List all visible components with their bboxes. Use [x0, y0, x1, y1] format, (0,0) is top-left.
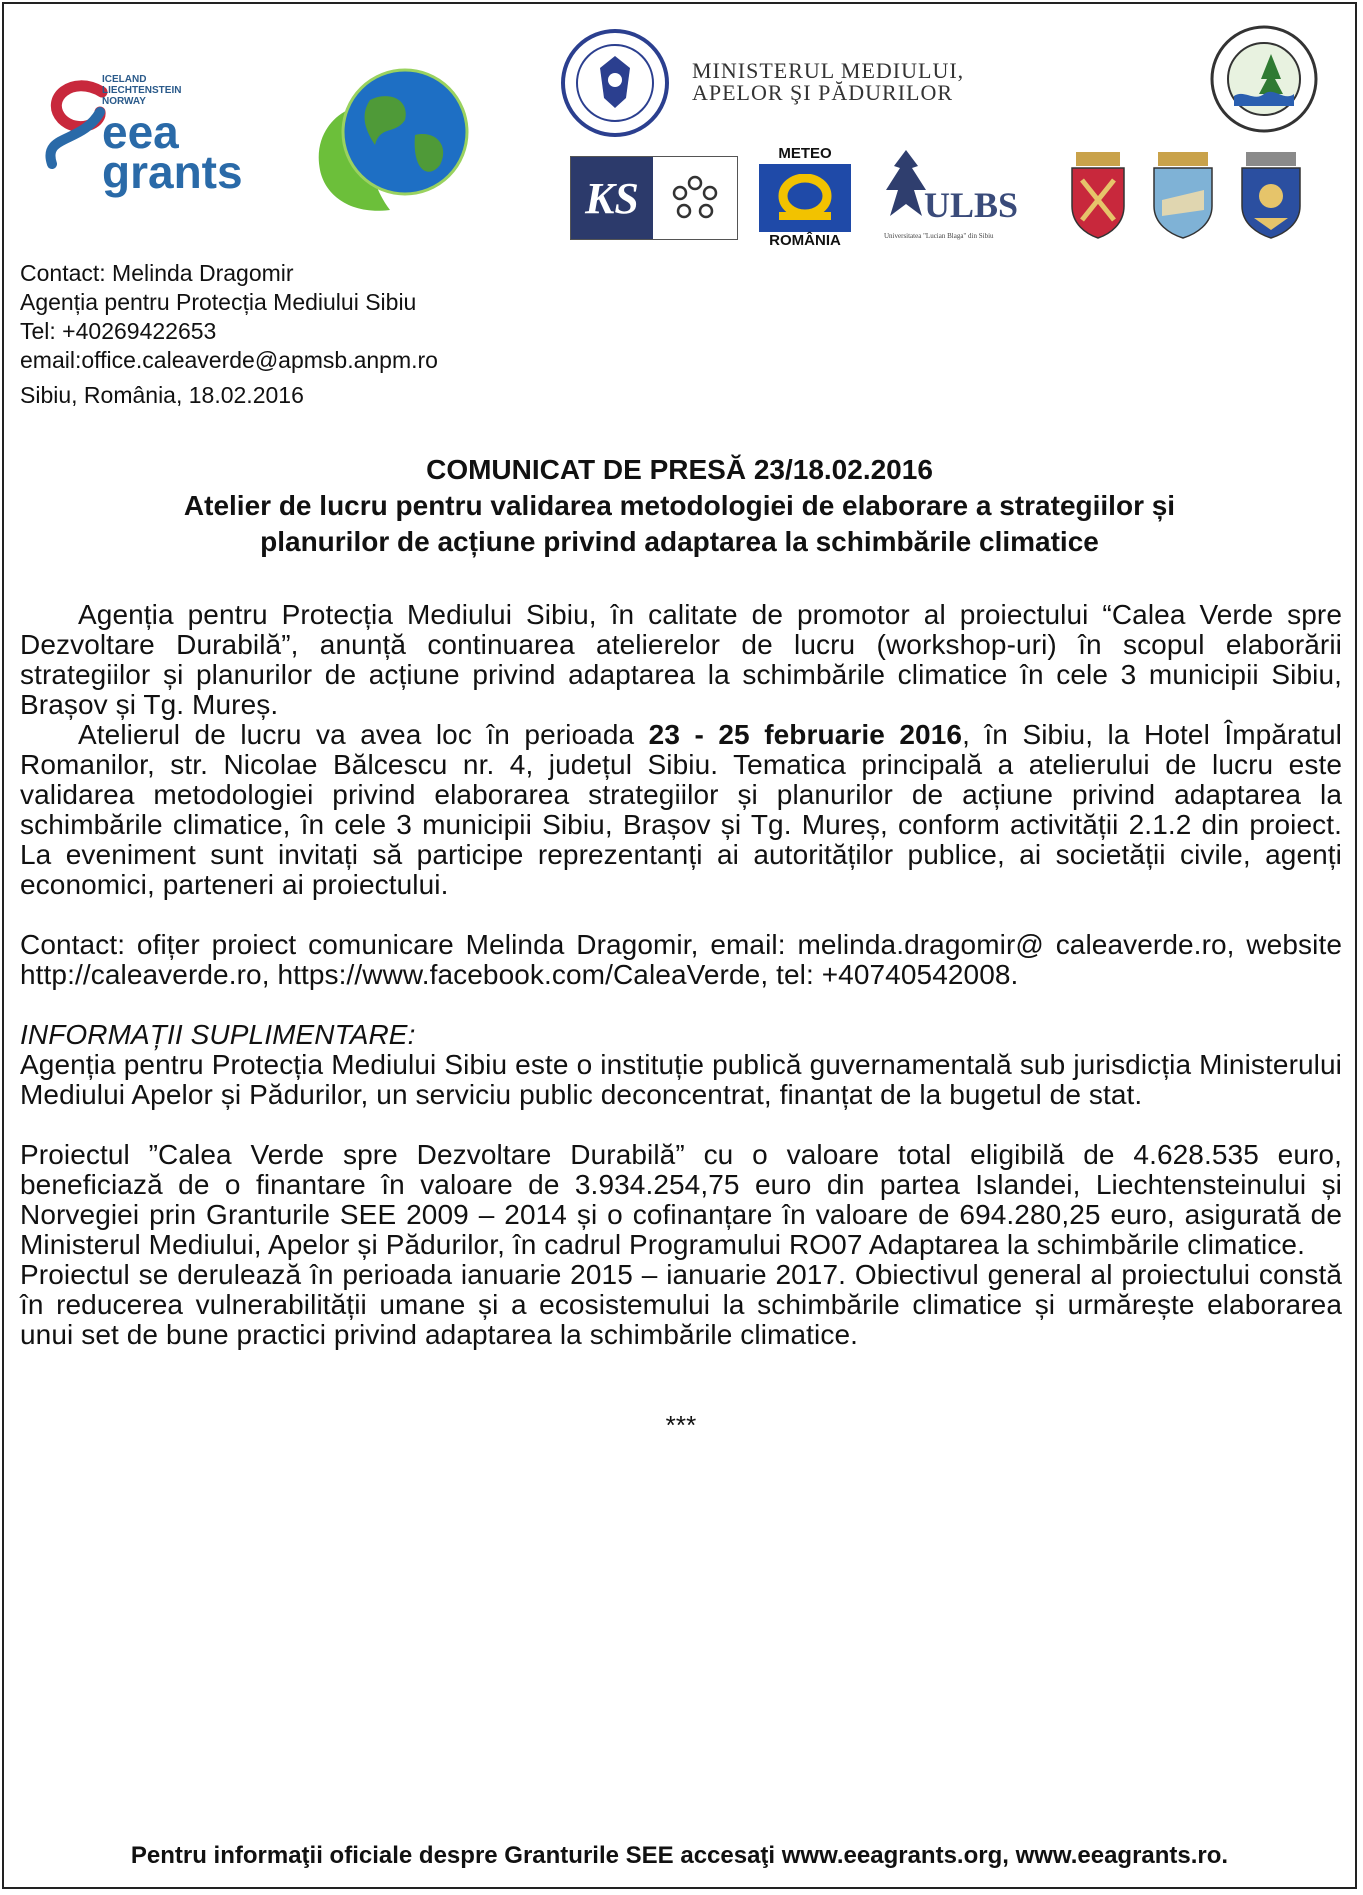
press-release-body: [20, 600, 1342, 1440]
logo-band: [4, 4, 1355, 266]
ks-logo: [570, 156, 738, 240]
eea-country-1: ICELAND: [102, 74, 147, 85]
grants-word: grants: [102, 146, 243, 198]
contact-tel: Tel: +40269422653: [20, 318, 217, 344]
ulbs-label: ULBS: [924, 185, 1019, 225]
contact-name: Contact: Melinda Dragomir: [20, 260, 294, 286]
ministry-line-2: APELOR ŞI PĂDURILOR: [692, 80, 954, 105]
contact-block: [20, 259, 438, 410]
ks-label: KS: [571, 157, 653, 239]
romania-coat-of-arms-seal: [560, 28, 670, 138]
ministry-name: [692, 60, 964, 104]
contact-date: Sibiu, România, 18.02.2016: [20, 382, 304, 408]
paragraph-agency-info: Agenția pentru Protecția Mediului Sibiu este o instituție publică guvernamentală sub jurisdicția Ministerului Mediului Apelor și Pădurilor, un serviciu public deconcentrat, finanțat de la bugetul de stat.: [20, 1049, 1342, 1110]
paragraph-intro: Agenția pentru Protecția Mediului Sibiu, în calitate de promotor al proiectului “Calea Verde spre Dezvoltare Durabilă”, anunță continuarea atelierelor de lucru (workshop-uri) în scopul elaborării strategiilor și planurilor de acțiune privind adaptarea la schimbările climatice în cele 3 municipii Sibiu, Brașov și Tg. Mureș.: [20, 599, 1342, 720]
targu-mures-crest-icon: [1148, 150, 1218, 242]
eea-word: eea: [102, 106, 179, 158]
paragraph-project-objective: Proiectul se derulează în perioada ianuarie 2015 – ianuarie 2017. Obiectivul general al proiectului constă în reducerea vulnerabilității umane și a ecosistemului la schimbările climatice și urmărește elaborarea unui set de bune practici privind adaptarea la schimbările climatice.: [20, 1259, 1342, 1350]
paragraph-contact: Contact: ofițer proiect comunicare Melinda Dragomir, email: melinda.dragomir@ caleaverde.ro, website http://caleaverde.ro, https://www.facebook.com/CaleaVerde, tel: +40740542008.: [20, 929, 1342, 990]
info-title: INFORMAȚII SUPLIMENTARE:: [20, 1019, 416, 1050]
chain-ring-icon: [670, 173, 720, 223]
event-dates: 23 - 25 februarie 2016: [648, 719, 963, 750]
press-release-heading: [4, 452, 1355, 560]
press-release-page: [2, 2, 1357, 1889]
meteo-bottom-label: ROMÂNIA: [769, 232, 841, 249]
paragraph-event: [20, 720, 1342, 900]
meteo-symbol-icon: [775, 174, 835, 222]
separator-stars: ***: [665, 1410, 697, 1440]
apm-sibiu-seal: [1209, 24, 1319, 134]
brasov-crest-icon: [1236, 150, 1306, 242]
contact-email: email:office.caleaverde@apmsb.anpm.ro: [20, 347, 438, 373]
heading-line-2: Atelier de lucru pentru validarea metodologiei de elaborare a strategiilor și: [183, 490, 1176, 521]
footer-note: Pentru informaţii oficiale despre Granturile SEE accesaţi www.eeagrants.org, www.eeagrants.ro.: [130, 1842, 1229, 1869]
contact-agency: Agenția pentru Protecția Mediului Sibiu: [20, 289, 417, 315]
heading-line-1: COMUNICAT DE PRESĂ 23/18.02.2016: [426, 454, 933, 485]
eea-country-3: NORWAY: [102, 96, 146, 107]
meteo-top-label: METEO: [778, 145, 832, 162]
globe-leaf-logo: [300, 50, 480, 220]
ministry-line-1: MINISTERUL MEDIULUI,: [692, 58, 965, 83]
eea-grants-logo: [34, 64, 264, 204]
paragraph-project-funding: Proiectul ”Calea Verde spre Dezvoltare Durabilă” cu o valoare total eligibilă de 4.628.535 euro, beneficiază de o finantare în valoare de 3.934.254,75 euro din partea Islandei, Liechtensteinului și Norvegiei prin Granturile SEE 2009 – 2014 și o cofinanțare în valoare de 694.280,25 euro, asigurată de Ministerul Mediului, Apelor și Pădurilor, în cadrul Programului RO07 Adaptarea la schimbările climatice.: [20, 1139, 1342, 1260]
sibiu-crest-icon: [1066, 150, 1130, 242]
eea-country-2: LIECHTENSTEIN: [102, 85, 182, 96]
meteo-romania-logo: [759, 145, 851, 249]
ulbs-subtitle: Universitatea "Lucian Blaga" din Sibiu: [884, 232, 994, 240]
heading-line-3: planurilor de acțiune privind adaptarea la schimbările climatice: [260, 526, 1099, 557]
event-text-before: Atelierul de lucru va avea loc în perioada: [78, 719, 649, 750]
event-text-after: , în Sibiu, la Hotel Împăratul Romanilor, str. Nicolae Bălcescu nr. 4, județul Sibiu. Tematica principală a atelierului de lucru este validarea metodologiei privind elaborarea strategiilor și planurilor de acțiune privind adaptarea la schimbările climatice, în cele 3 municipii Sibiu, Brașov și Tg. Mureș, conform activității 2.1.2 din proiect. La eveniment sunt invitați să participe reprezentanți ai autorităților publice, ai societății civile, agenți economici, parteneri ai proiectului.: [20, 719, 1342, 900]
ulbs-eagle-icon: [882, 146, 930, 232]
